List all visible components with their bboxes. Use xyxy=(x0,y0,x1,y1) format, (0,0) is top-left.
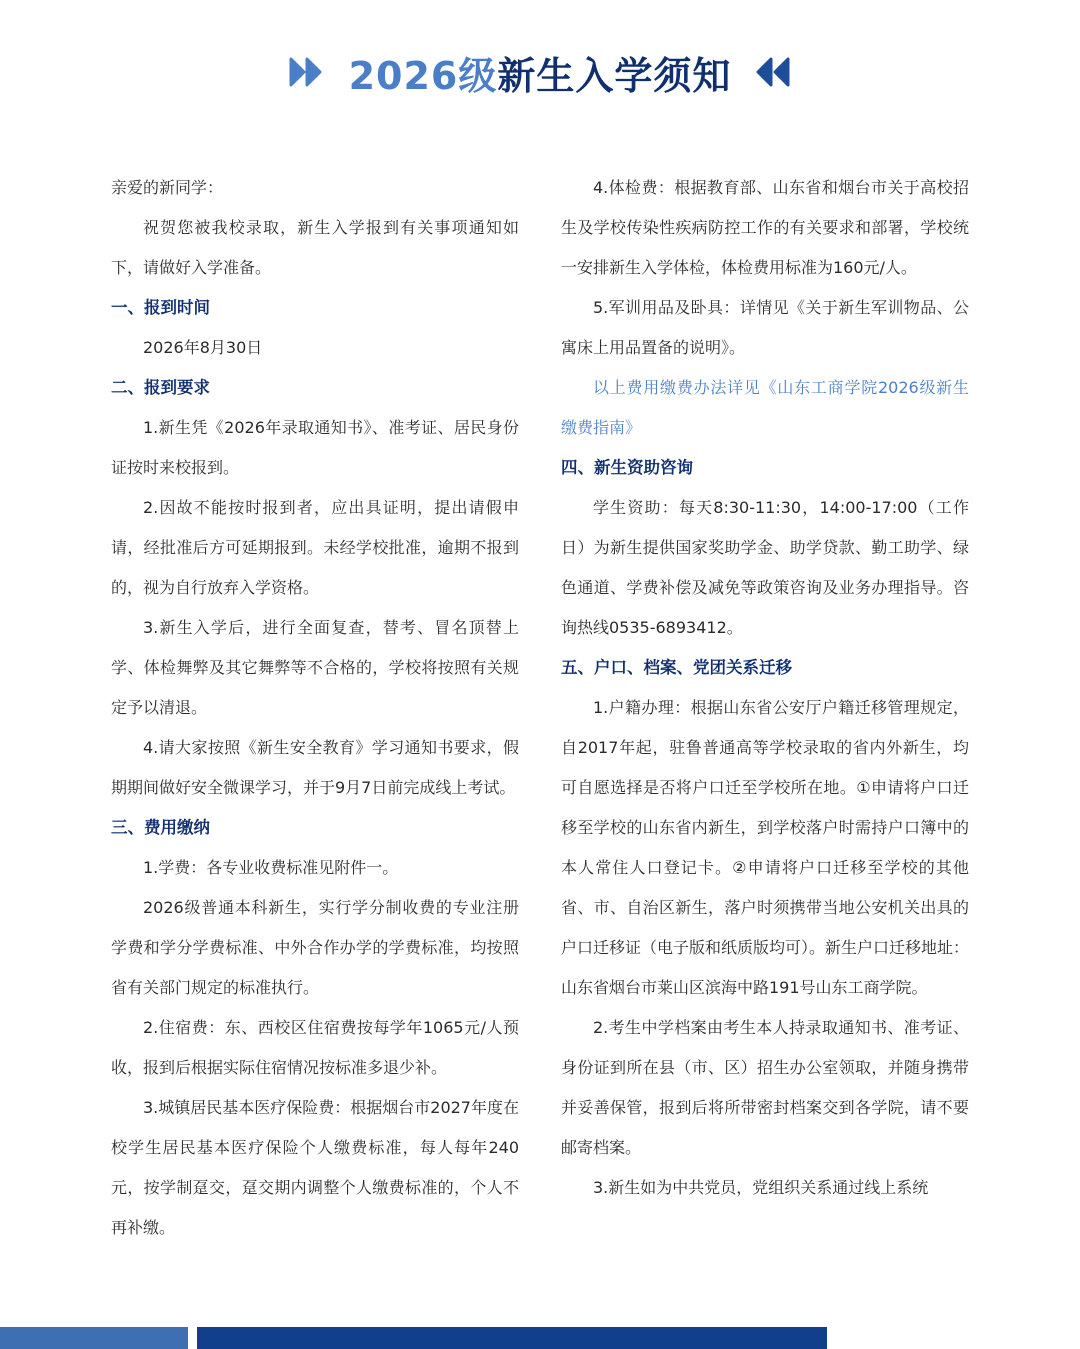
chevron-left-icon xyxy=(755,57,791,87)
title-text xyxy=(349,45,732,100)
fee-paragraph: 1.学费：各专业收费标准见附件一。 xyxy=(143,858,399,877)
transfer-paragraph: 2.考生中学档案由考生本人持录取通知书、准考证、身份证到所在县（市、区）招生办公室领取，并随身携带并妥善保管，报到后将所带密封档案交到各学院，请不要邮寄档案。 xyxy=(561,1018,969,1157)
transfer-paragraph: 3.新生如为中共党员，党组织关系通过线上系统 xyxy=(593,1178,929,1197)
fee-paragraph: 2.住宿费：东、西校区住宿费按每学年1065元/人预收，报到后根据实际住宿情况按标准多退少补。 xyxy=(111,1018,519,1077)
requirement-paragraph: 2.因故不能按时报到者，应出具证明，提出请假申请，经批准后方可延期报到。未经学校批准，逾期不报到的，视为自行放弃入学资格。 xyxy=(111,498,519,597)
requirement-paragraph: 4.请大家按照《新生安全教育》学习通知书要求，假期期间做好安全微课学习，并于9月7日前完成线上考试。 xyxy=(111,738,519,797)
footer-bar-right xyxy=(197,1327,827,1349)
section-heading-report-time: 一、报到时间 xyxy=(111,298,210,317)
right-column xyxy=(561,168,969,1208)
fee-paragraph: 4.体检费：根据教育部、山东省和烟台市关于高校招生及学校传染性疾病防控工作的有关要求和部署，学校统一安排新生入学体检，体检费用标准为160元/人。 xyxy=(561,178,969,277)
fee-guide-note: 以上费用缴费办法详见《山东工商学院2026级新生缴费指南》 xyxy=(561,378,969,437)
fee-paragraph: 3.城镇居民基本医疗保险费：根据烟台市2027年度在校学生居民基本医疗保险个人缴费标准，每人每年240元，按学制趸交，趸交期内调整个人缴费标准的，个人不再补缴。 xyxy=(111,1098,519,1237)
section-heading-report-requirements: 二、报到要求 xyxy=(111,378,210,397)
fee-paragraph: 2026级普通本科新生，实行学分制收费的专业注册学费和学分学费标准、中外合作办学的学费标准，均按照省有关部门规定的标准执行。 xyxy=(111,898,519,997)
greeting: 亲爱的新同学： xyxy=(111,178,224,197)
report-date: 2026年8月30日 xyxy=(143,338,263,357)
title-main: 新生入学须知 xyxy=(497,53,732,98)
requirement-paragraph: 3.新生入学后，进行全面复查，替考、冒名顶替上学、体检舞弊及其它舞弊等不合格的，学校将按照有关规定予以清退。 xyxy=(111,618,519,717)
page-title xyxy=(0,42,1080,102)
section-heading-fees: 三、费用缴纳 xyxy=(111,818,210,837)
section-heading-financial-aid: 四、新生资助咨询 xyxy=(561,458,693,477)
aid-paragraph: 学生资助：每天8:30-11:30，14:00-17:00（工作日）为新生提供国家奖助学金、助学贷款、勤工助学、绿色通道、学费补偿及减免等政策咨询及业务办理指导。咨询热线0535-6893412。 xyxy=(561,498,969,637)
chevron-right-icon xyxy=(289,57,325,87)
requirement-paragraph: 1.新生凭《2026年录取通知书》、准考证、居民身份证按时来校报到。 xyxy=(111,418,519,477)
title-year: 2026级 xyxy=(348,53,498,98)
fee-paragraph: 5.军训用品及卧具：详情见《关于新生军训物品、公寓床上用品置备的说明》。 xyxy=(561,298,969,357)
footer-bar-left xyxy=(0,1327,188,1349)
left-column xyxy=(111,168,519,1248)
transfer-paragraph: 1.户籍办理：根据山东省公安厅户籍迁移管理规定，自2017年起，驻鲁普通高等学校录取的省内外新生，均可自愿选择是否将户口迁至学校所在地。①申请将户口迁移至学校的山东省内新生，到学校落户时需持户口簿中的本人常住人口登记卡。②申请将户口迁移至学校的其他省、市、自治区新生，落户时须携带当地公安机关出具的户口迁移证（电子版和纸质版均可）。新生户口迁移地址：山东省烟台市莱山区滨海中路191号山东工商学院。 xyxy=(561,698,970,997)
section-heading-registration-transfer: 五、户口、档案、党团关系迁移 xyxy=(561,658,792,677)
intro-paragraph: 祝贺您被我校录取，新生入学报到有关事项通知如下，请做好入学准备。 xyxy=(111,218,519,277)
